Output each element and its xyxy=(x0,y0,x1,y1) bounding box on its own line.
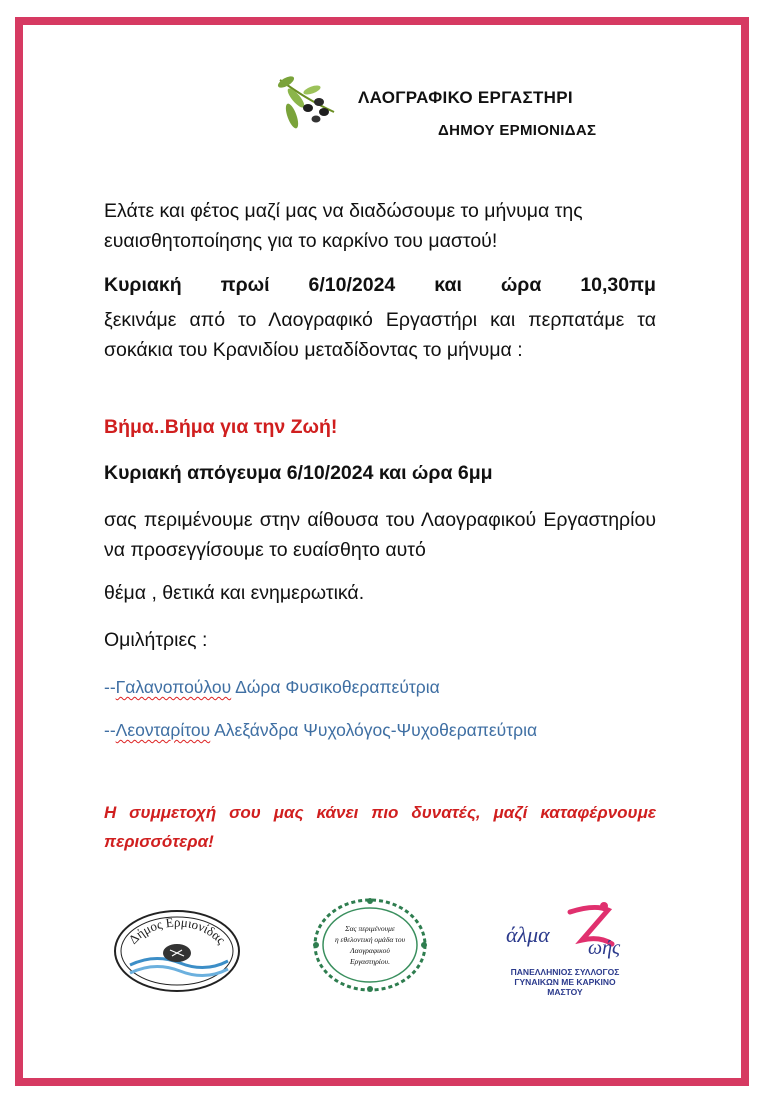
alma-subtitle-2: ΓΥΝΑΙΚΩΝ ΜΕ ΚΑΡΚΙΝΟ ΜΑΣΤΟΥ xyxy=(514,977,616,997)
speaker-1 xyxy=(104,672,656,702)
volunteer-line-2: η εθελοντική ομάδα του xyxy=(334,935,406,944)
dimos-ermionidas-logo xyxy=(110,905,244,995)
alma-subtitle-1: ΠΑΝΕΛΛΗΝΙΟΣ ΣΥΛΛΟΓΟΣ xyxy=(510,967,620,977)
speaker-1-prefix: -- xyxy=(104,677,116,697)
volunteer-line-1: Σας περιμένουμε xyxy=(345,924,395,933)
olive-branch-icon xyxy=(272,72,342,134)
speaker-1-rest: Δώρα Φυσικοθεραπεύτρια xyxy=(231,677,440,697)
afternoon-paragraph-end: θέμα , θετικά και ενημερωτικά. xyxy=(104,582,365,604)
morning-paragraph: ξεκινάμε από το Λαογραφικό Εργαστήρι και περπατάμε τα σοκάκια του Κρανιδίου μεταδίδοντας το μήνυμα : xyxy=(104,309,656,361)
speaker-2-rest: Αλεξάνδρα Ψυχολόγος-Ψυχοθεραπεύτρια xyxy=(210,720,538,740)
volunteer-line-3: Λαογραφικού xyxy=(350,946,390,955)
alma-word: άλμα xyxy=(506,922,550,947)
dimos-ermionidas-emblem-icon xyxy=(110,905,244,995)
slogan: Βήμα..Βήμα για την Ζωή! xyxy=(104,416,338,438)
speaker-2 xyxy=(104,715,656,745)
zois-word: ωής xyxy=(588,937,621,959)
afternoon-paragraph: σας περιμένουμε στην αίθουσα του Λαογραφικού Εργαστηρίου να προσεγγίσουμε το ευαίσθητο αυτό xyxy=(104,509,656,561)
closing-statement: Η συμμετοχή σου μας κάνει πιο δυνατές, μαζί καταφέρνουμε περισσότερα! xyxy=(104,803,656,851)
speaker-1-surname: Γαλανοπούλου xyxy=(115,677,232,697)
intro-paragraph: Ελάτε και φέτος μαζί μας να διαδώσουμε το μήνυμα της ευαισθητοποίησης για το καρκίνο του μαστού! xyxy=(104,200,583,252)
header-subtitle: ΔΗΜΟΥ ΕΡΜΙΟΝΙΔΑΣ xyxy=(438,122,597,139)
header-title: ΛΑΟΓΡΑΦΙΚΟ ΕΡΓΑΣΤΗΡΙ xyxy=(358,88,573,107)
ornamental-frame-icon xyxy=(310,895,430,995)
afternoon-heading: Κυριακή απόγευμα 6/10/2024 και ώρα 6μμ xyxy=(104,462,493,484)
speaker-2-prefix: -- xyxy=(104,720,116,740)
speaker-2-surname: Λεονταρίτου xyxy=(115,720,211,740)
alma-zois-figure-icon xyxy=(500,900,630,962)
dimos-arc-text: Δήμος Ερμιονίδας xyxy=(125,914,229,947)
morning-heading: Κυριακή πρωί 6/10/2024 και ώρα 10,30πμ xyxy=(104,274,656,296)
speakers-label: Ομιλήτριες : xyxy=(104,629,208,651)
volunteer-line-4: Εργαστηρίου. xyxy=(350,957,390,966)
alma-zois-logo xyxy=(500,900,630,997)
volunteer-group-logo xyxy=(310,895,430,995)
